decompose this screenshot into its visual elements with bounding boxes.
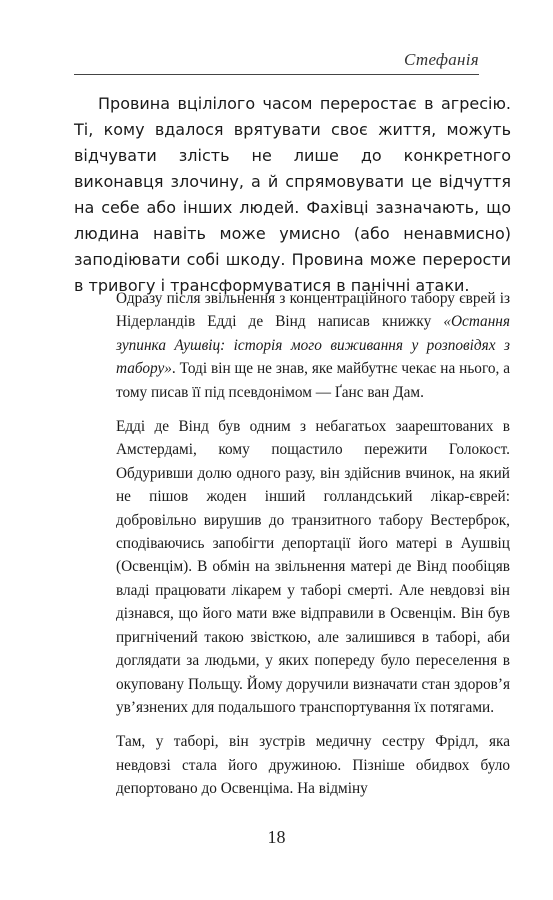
quote-p1-before: Одразу після звільнення з концентраційного табору єврей із Нідерландів Едді де Вінд написав книжку bbox=[116, 290, 510, 331]
book-title: «Остання зупинка Аушвіц: історія мого виживання у розповідях з табору» bbox=[116, 313, 510, 378]
main-paragraph: Провина вцілілого часом переростає в агресію. Ті, кому вдалося врятувати своє життя, можуть відчувати злість не лише до конкретного виконавця злочину, а й спрямовувати це відчуття на себе або інших людей. Фахівці зазначають, що людина навіть може умисно (або ненавмисно) заподіювати собі шкоду. Провина може перерости в тривогу і трансформуватися в панічні атаки. bbox=[74, 94, 511, 295]
header-rule bbox=[74, 74, 479, 75]
quote-paragraph-1 bbox=[116, 287, 510, 404]
running-head: Стефанія bbox=[403, 50, 479, 69]
page-number: 18 bbox=[267, 827, 286, 847]
quote-block bbox=[116, 287, 510, 813]
quote-paragraph-3: Там, у таборі, він зустрів медичну сестру Фрідл, яка невдовзі стала його дружиною. Пізніше обидвох було депортовано до Освенціма. На відміну bbox=[116, 733, 510, 798]
quote-paragraph-2: Едді де Вінд був одним з небагатьох заарештованих в Амстердамі, кому пощастило пережити Голокост. Обдуривши долю одного разу, він здійснив вчинок, на який не пішов жоден інший голландський лікар-єврей: добровільно вирушив до транзитного табору Вестерброк, сподіваючись запобігти депортації його матері в Аушвіц (Освенцім). В обмін на звільнення матері де Вінд пообіцяв владі працювати лікарем у таборі смерті. Але невдовзі він дізнався, що його мати вже відправили в Освенцім. Він був пригнічений такою звісткою, але залишився в таборі, аби доглядати за людьми, у яких попереду було переселення в окуповану Польщу. Йому доручили визначати стан здоров’я ув’язнених для подальшого транспортування їх потягами. bbox=[116, 418, 510, 716]
quote-p1-after: . Тоді він ще не знав, яке майбутнє чекає на нього, а тому писав її під псевдонімом — Ґанс ван Дам. bbox=[116, 360, 510, 401]
